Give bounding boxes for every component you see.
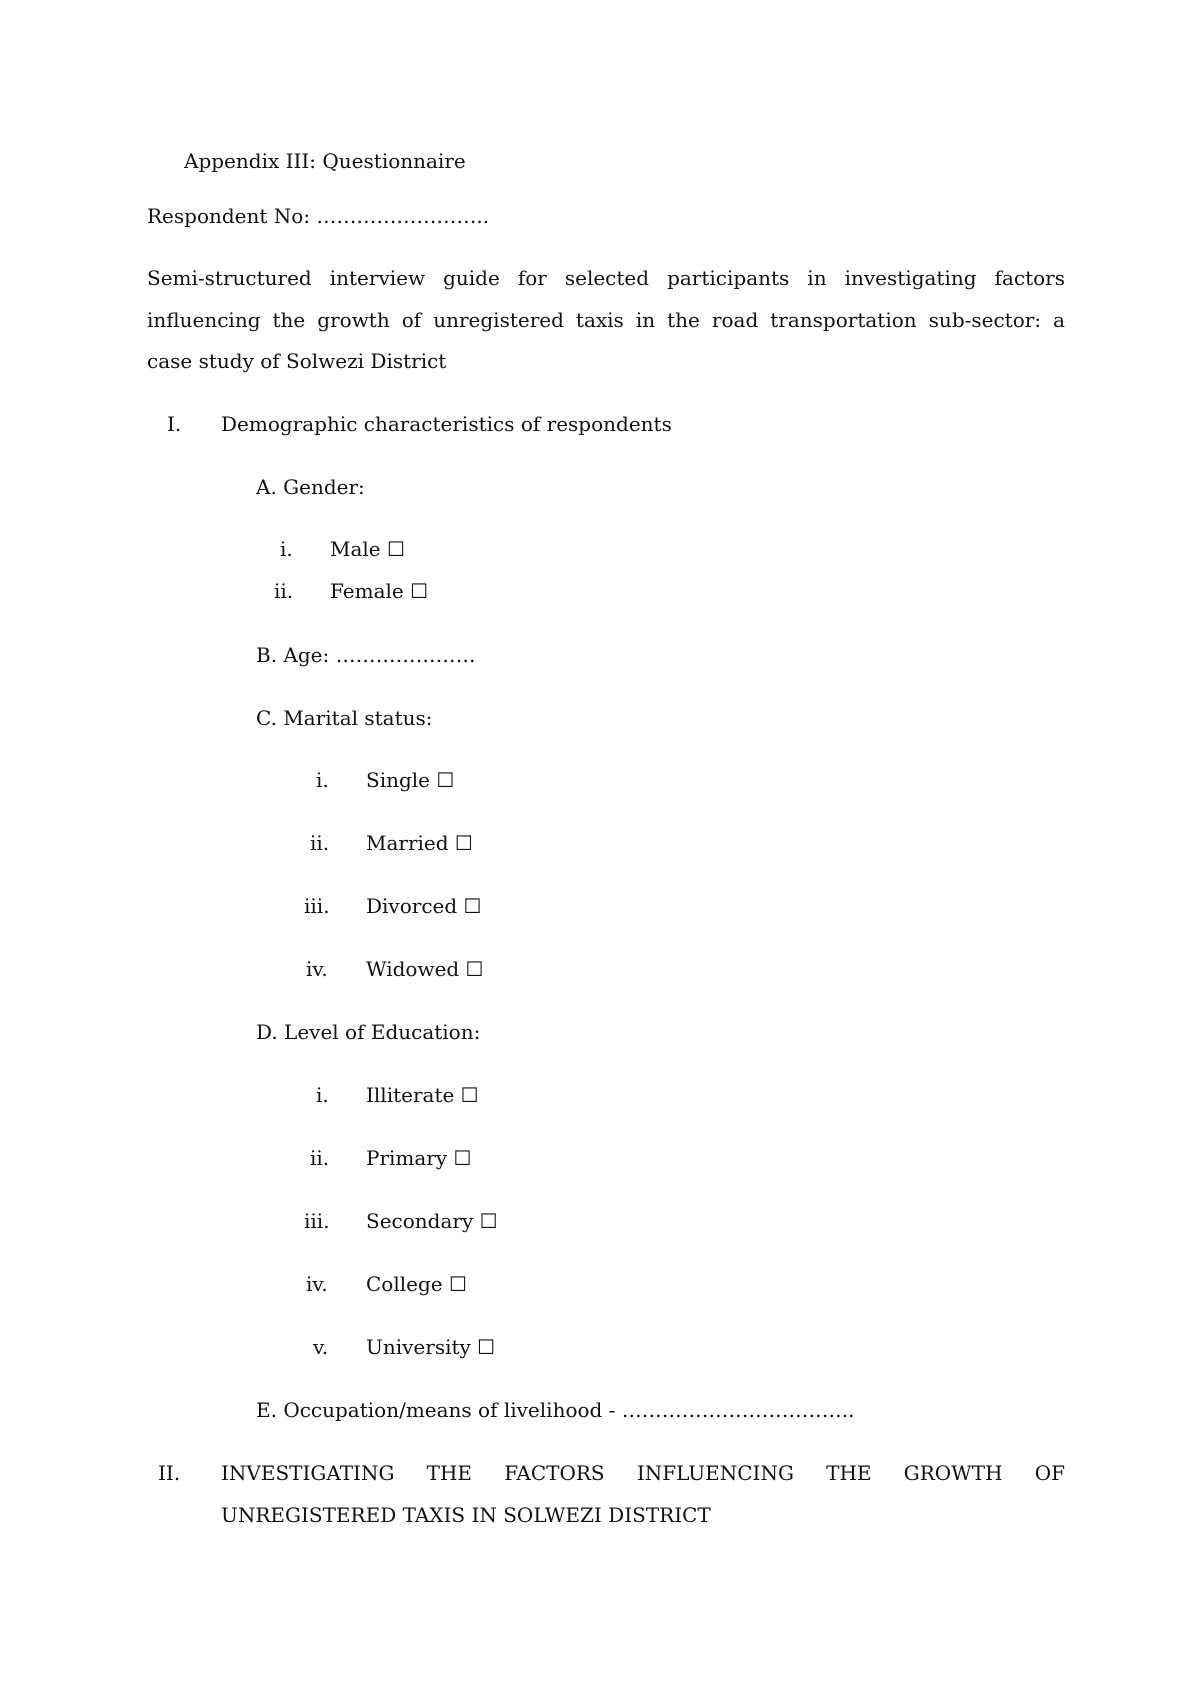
section-2-title — [221, 1463, 1065, 1483]
education-option-num: iii. — [304, 1209, 330, 1233]
marital-option-married: Married ☐ — [366, 831, 473, 855]
gender-option-male: Male ☐ — [330, 537, 405, 561]
education-option-university: University ☐ — [366, 1335, 496, 1359]
section-2-number: II. — [158, 1461, 181, 1485]
education-option-secondary: Secondary ☐ — [366, 1209, 498, 1233]
marital-option-single: Single ☐ — [366, 768, 455, 792]
education-option-num: v. — [313, 1335, 329, 1359]
gender-option-num: i. — [280, 537, 293, 561]
education-option-num: ii. — [310, 1146, 330, 1170]
education-option-primary: Primary ☐ — [366, 1146, 472, 1170]
age-field: B. Age: ………………… — [256, 643, 476, 667]
marital-option-widowed: Widowed ☐ — [366, 957, 484, 981]
occupation-field: E. Occupation/means of livelihood - …………………………….. — [256, 1398, 855, 1422]
marital-option-num: ii. — [310, 831, 330, 855]
respondent-number: Respondent No: …………………….. — [147, 204, 490, 228]
intro-line-2: influencing the growth of unregistered taxis in the road transportation sub-sector: a — [147, 308, 1065, 332]
section-2-title-line-1: INVESTIGATING THE FACTORS INFLUENCING THE GROWTH OF — [221, 1461, 1065, 1485]
intro-line-3: case study of Solwezi District — [147, 349, 447, 373]
section-1-title: Demographic characteristics of respondents — [221, 412, 672, 436]
section-1-number: I. — [167, 412, 182, 436]
page-title: Appendix III: Questionnaire — [184, 149, 466, 173]
gender-option-female: Female ☐ — [330, 579, 429, 603]
marital-status-label: C. Marital status: — [256, 706, 433, 730]
marital-option-divorced: Divorced ☐ — [366, 894, 482, 918]
marital-option-num: i. — [316, 768, 329, 792]
education-option-num: iv. — [306, 1272, 328, 1296]
education-option-college: College ☐ — [366, 1272, 467, 1296]
gender-option-num: ii. — [274, 579, 294, 603]
marital-option-num: iv. — [306, 957, 328, 981]
intro-line-1: Semi-structured interview guide for selected participants in investigating factors — [147, 266, 1065, 290]
gender-label: A. Gender: — [256, 475, 365, 499]
education-label: D. Level of Education: — [256, 1020, 481, 1044]
education-option-num: i. — [316, 1083, 329, 1107]
marital-option-num: iii. — [304, 894, 330, 918]
education-option-illiterate: Illiterate ☐ — [366, 1083, 479, 1107]
section-2-title-line-2: UNREGISTERED TAXIS IN SOLWEZI DISTRICT — [221, 1503, 711, 1527]
